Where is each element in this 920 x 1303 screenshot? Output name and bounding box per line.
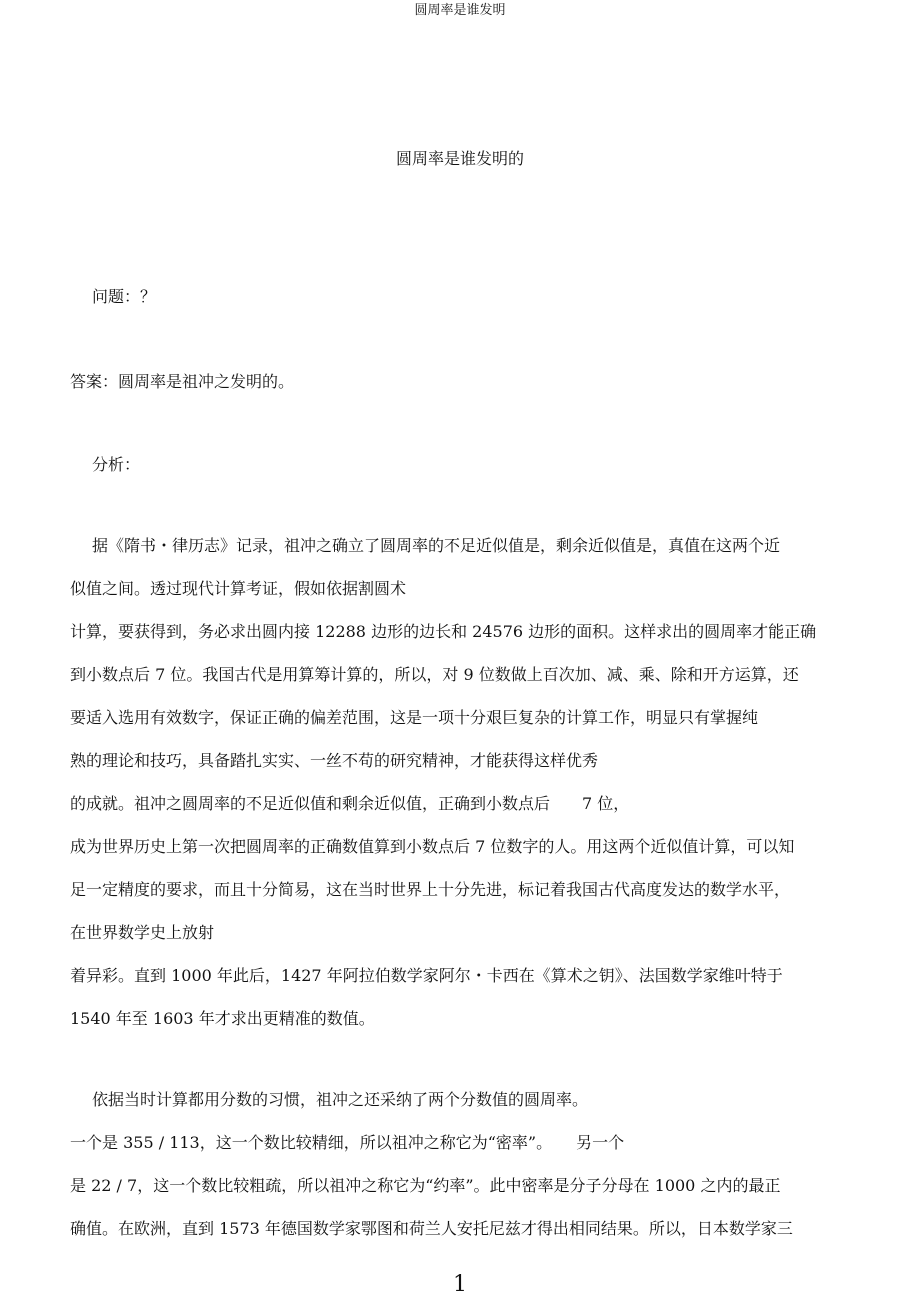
paragraph-line: 一个是 355 / 113，这一个数比较精细，所以祖冲之称它为“密率”。 另一个 (70, 1133, 625, 1152)
paragraph-line: 依据当时计算都用分数的习惯，祖冲之还采纳了两个分数值的圆周率。 (92, 1090, 589, 1109)
paragraph-line: 着异彩。直到 1000 年此后，1427 年阿拉伯数学家阿尔・卡西在《算术之钥》、法国数学家维叶特于 (70, 966, 783, 985)
analysis-label: 分析： (92, 455, 141, 474)
paragraph-line: 成为世界历史上第一次把圆周率的正确数值算到小数点后 7 位数字的人。用这两个近似值计算，可以知 (70, 837, 795, 856)
paragraph-line: 到小数点后 7 位。我国古代是用算筹计算的，所以，对 9 位数做上百次加、减、乘、除和开方运算，还 (70, 665, 799, 684)
page-number: 1 (453, 1272, 467, 1297)
document-title: 圆周率是谁发明的 (395, 149, 524, 168)
paragraph-line: 计算，要获得到，务必求出圆内接 12288 边形的边长和 24576 边形的面积。这样求出的圆周率才能正确 (70, 622, 817, 641)
paragraph-line: 足一定精度的要求，而且十分简易，这在当时世界上十分先进，标记着我国古代高度发达的数学水平， (70, 880, 791, 899)
paragraph-line: 是 22 / 7，这一个数比较粗疏，所以祖冲之称它为“约率”。此中密率是分子分母在 1000 之内的最正 (70, 1176, 781, 1195)
answer-line: 答案：圆周率是祖冲之发明的。 (70, 372, 295, 391)
paragraph-line: 的成就。祖冲之圆周率的不足近似值和剩余近似值，正确到小数点后 7 位， (70, 794, 630, 813)
running-header: 圆周率是谁发明 (414, 3, 506, 18)
paragraph-line: 在世界数学史上放射 (70, 923, 215, 942)
paragraph-line: 要适入选用有效数字，保证正确的偏差范围，这是一项十分艰巨复杂的计算工作，明显只有掌握纯 (70, 708, 759, 727)
paragraph-line: 确值。在欧洲，直到 1573 年德国数学家鄂图和荷兰人安托尼兹才得出相同结果。所以，日本数学家三 (70, 1219, 793, 1238)
paragraph-line: 似值之间。透过现代计算考证，假如依据割圆术 (70, 579, 407, 598)
paragraph-line: 据《隋书・律历志》记录，祖冲之确立了圆周率的不足近似值是，剩余近似值是，真值在这两个近 (92, 536, 781, 555)
question-line: 问题：？ (92, 287, 157, 306)
paragraph-line: 熟的理论和技巧，具备踏扎实实、一丝不苟的研究精神，才能获得这样优秀 (70, 751, 599, 770)
paragraph-line: 1540 年至 1603 年才求出更精准的数值。 (70, 1009, 375, 1028)
